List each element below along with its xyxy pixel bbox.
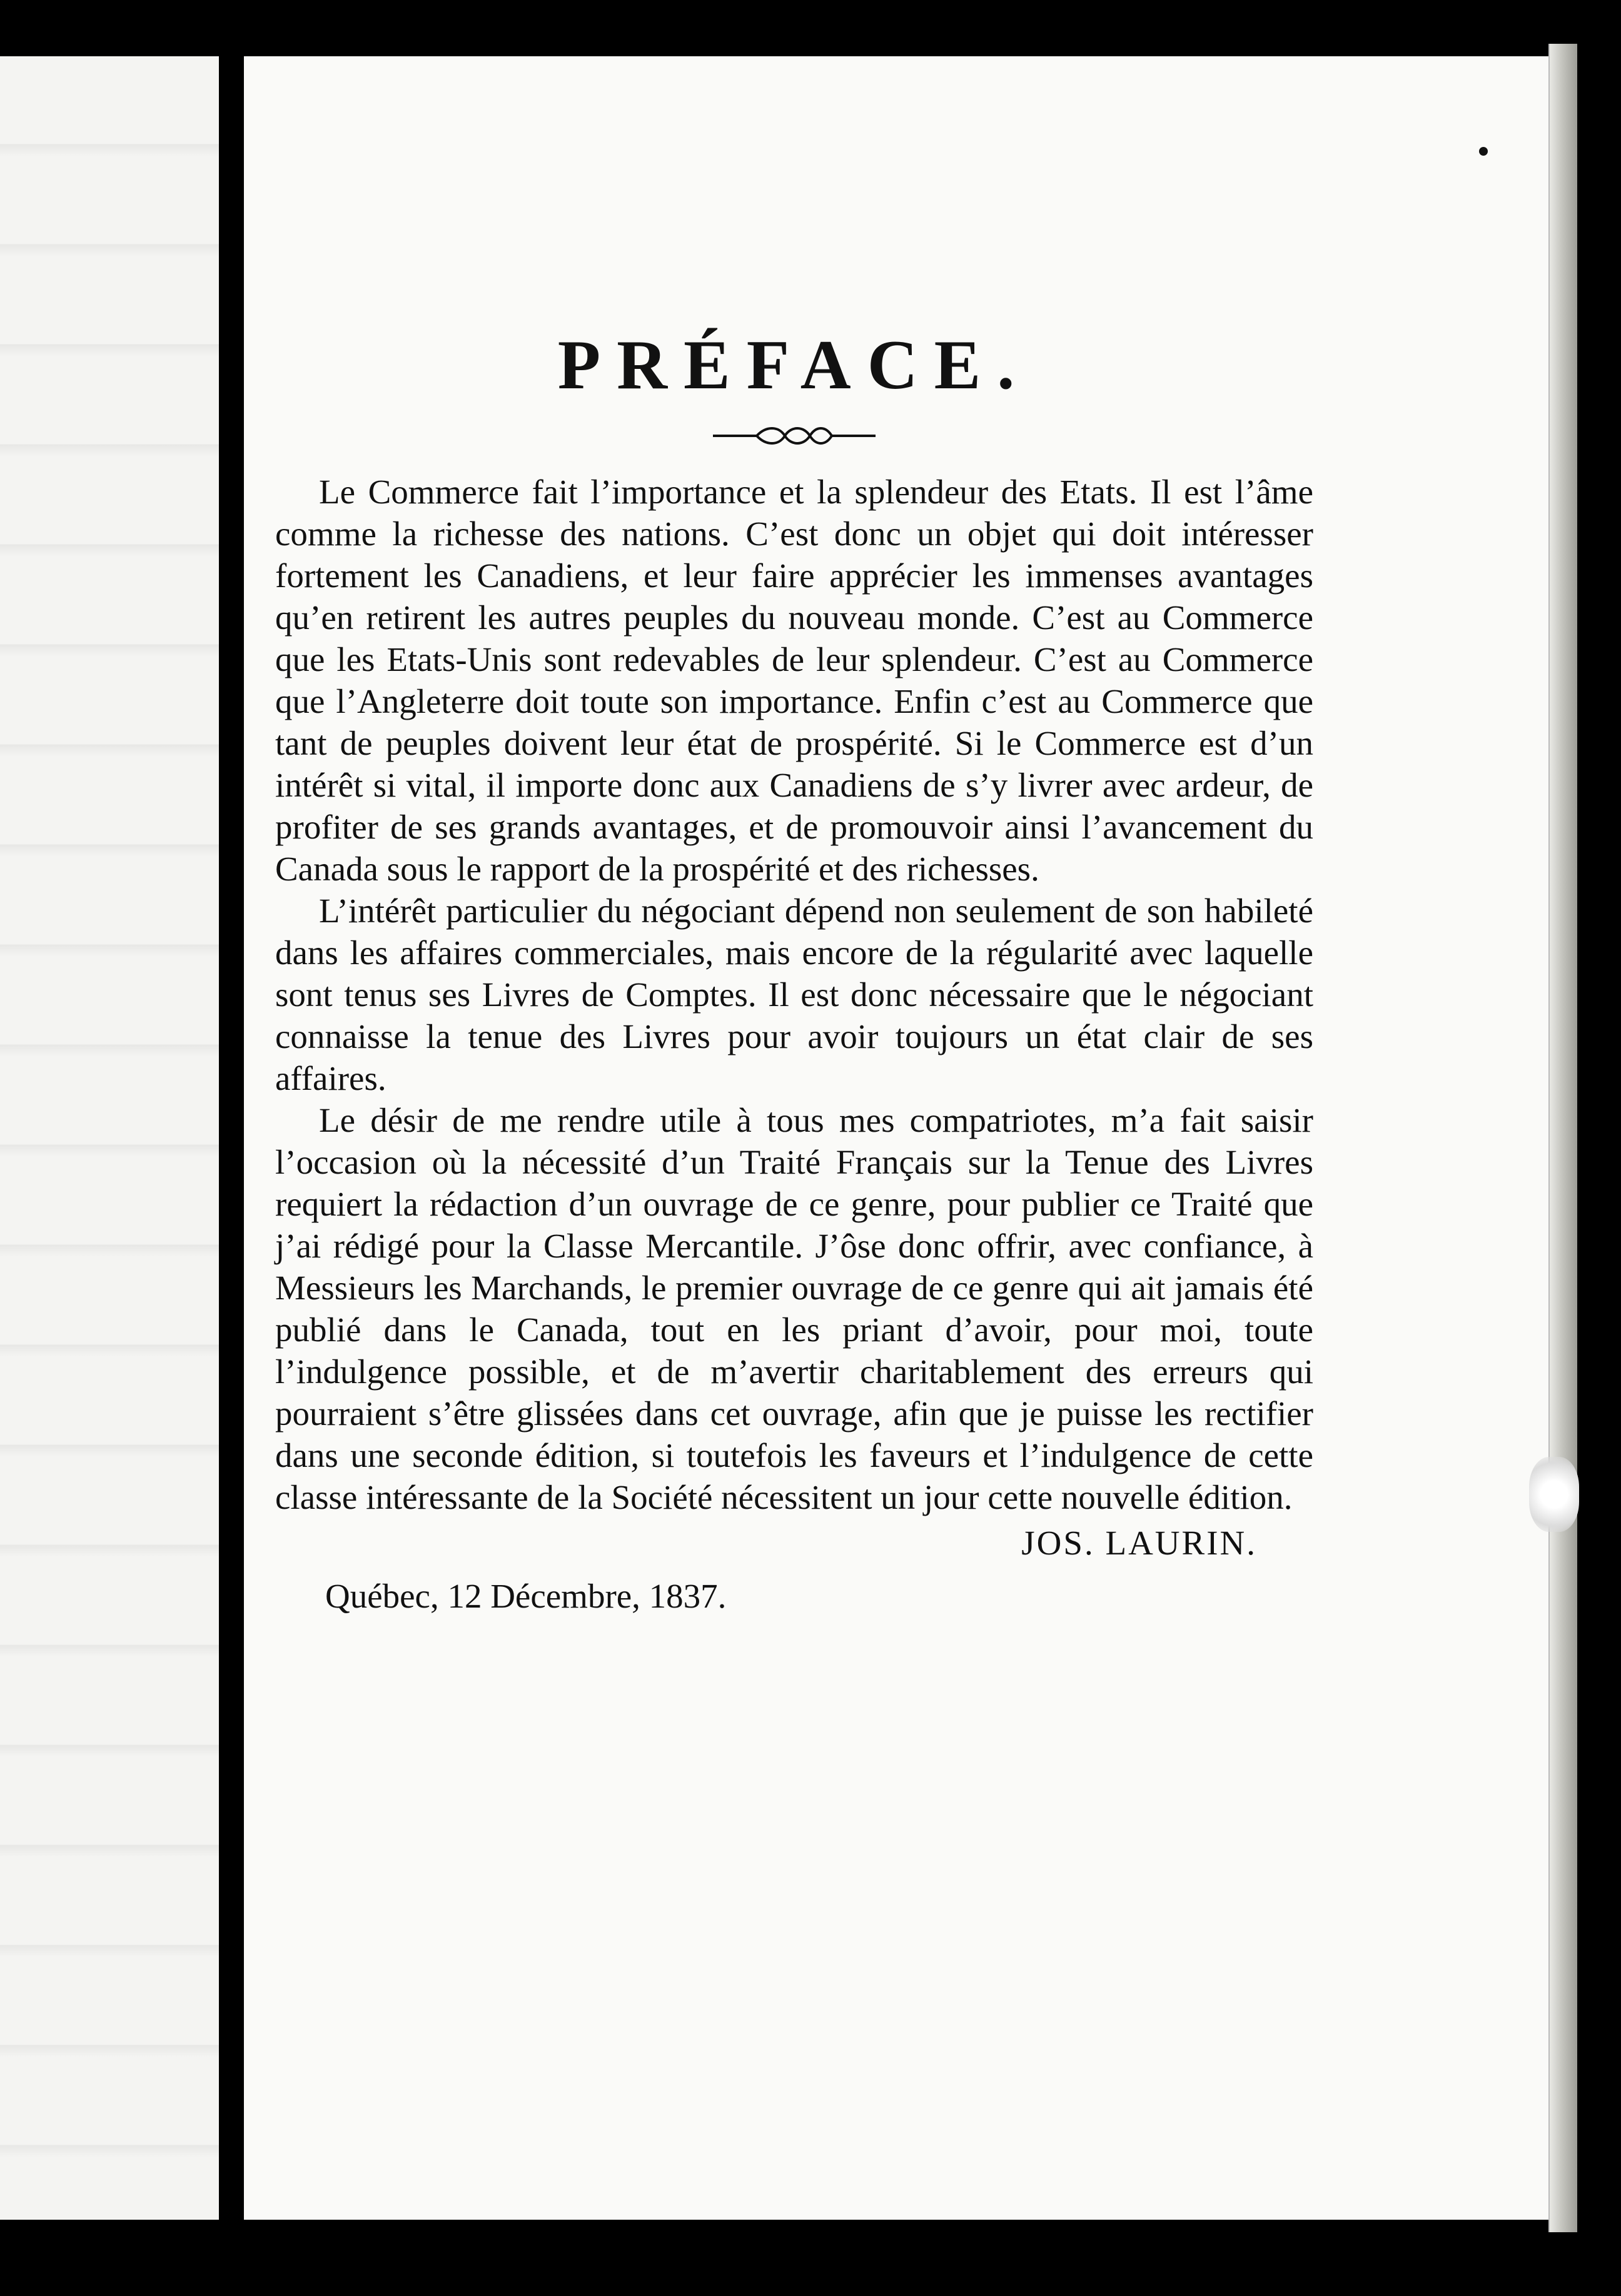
author-signature: JOS. LAURIN. <box>1021 1524 1257 1562</box>
document-body <box>275 325 1313 1617</box>
scan-right-border <box>1577 0 1621 2296</box>
facing-page-bleed <box>0 56 219 2220</box>
page-stack-edge <box>1548 44 1577 2232</box>
book-gutter <box>219 0 244 2296</box>
place-date: Québec, 12 Décembre, 1837. <box>325 1577 727 1615</box>
preface-paragraph-2: L’intérêt particulier du négociant dépend non seulement de son habileté dans les affaires commerciales, mais encore de la régularité avec laquelle sont tenus ses Livres de Comptes. Il est donc nécessaire que le négociant connaisse la tenue des Livres pour avoir toujours un état clair de ses affaires. <box>275 892 1313 1097</box>
ink-speck <box>1479 147 1488 156</box>
paper-damage <box>1529 1457 1579 1532</box>
ornament-divider-icon <box>713 423 876 448</box>
page-title: PRÉFACE. <box>557 326 1031 404</box>
facing-page-edge <box>0 56 219 2220</box>
preface-paragraph-1: Le Commerce fait l’importance et la splendeur des Etats. Il est l’âme comme la richesse des nations. C’est donc un objet qui doit intéresser fortement les Canadiens, et leur faire apprécier les immenses avantages qu’en retirent les autres peuples du nouveau monde. C’est au Commerce que les Etats-Unis sont redevables de leur splendeur. C’est au Commerce que l’Angleterre doit toute son importance. Enfin c’est au Commerce que tant de peuples doivent leur état de prospérité. Si le Commerce est d’un intérêt si vital, il importe donc aux Canadiens de s’y livrer avec ardeur, de profiter de ses grands avantages, et de promouvoir ainsi l’avancement du Canada sous le rapport de la prospérité et des richesses. <box>275 473 1313 888</box>
preface-paragraph-3: Le désir de me rendre utile à tous mes compatriotes, m’a fait saisir l’occasion où la nécessité d’un Traité Français sur la Tenue des Livres requiert la rédaction d’un ouvrage de ce genre, pour publier ce Traité que j’ai rédigé pour la Classe Mercantile. J’ôse donc offrir, avec confiance, à Messieurs les Marchands, le premier ouvrage de ce genre qui ait jamais été publié dans le Canada, tout en les priant d’avoir, pour moi, toute l’indulgence possible, et de m’avertir charitablement des erreurs qui pourraient s’être glissées dans cet ouvrage, afin que je puisse les rectifier dans une seconde édition, si toutefois les faveurs et l’indulgence de cette classe intéressante de la Société nécessitent un jour cette nouvelle édition. <box>275 1101 1313 1516</box>
